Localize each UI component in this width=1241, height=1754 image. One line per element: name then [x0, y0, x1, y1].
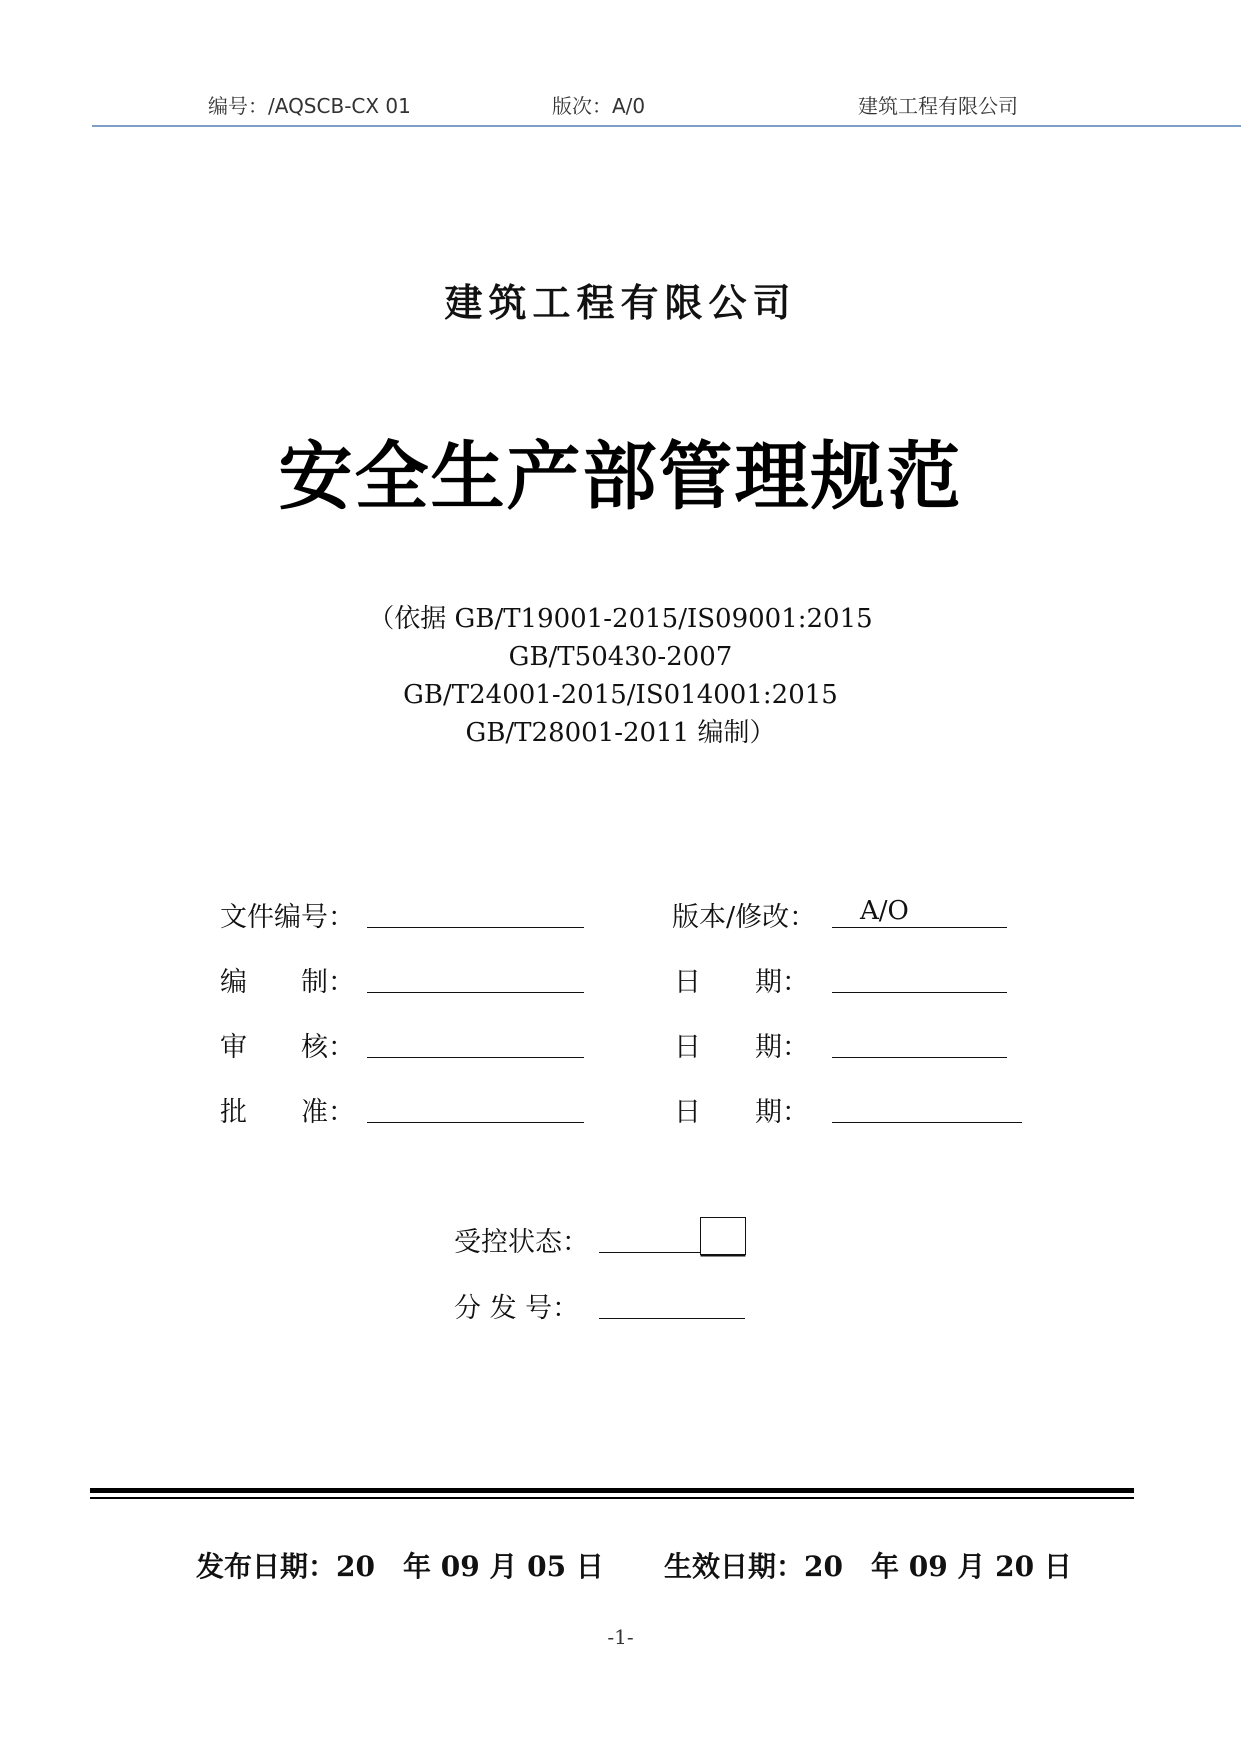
- review-label: 审 核：: [220, 1032, 355, 1063]
- file-number-label: 文件编号：: [220, 902, 355, 933]
- review-date-field[interactable]: [832, 1057, 1007, 1058]
- compile-date-label: 日 期：: [674, 967, 809, 998]
- version-label: 版本/修改：: [672, 902, 817, 933]
- company-name: 建筑工程有限公司: [444, 280, 797, 325]
- version-field[interactable]: [832, 927, 1007, 928]
- page-number: -1-: [607, 1625, 634, 1649]
- header-company: 建筑工程有限公司: [858, 94, 1018, 118]
- approve-date-field[interactable]: [832, 1122, 1022, 1123]
- review-date-label: 日 期：: [674, 1032, 809, 1063]
- file-number-field[interactable]: [367, 927, 584, 928]
- review-field[interactable]: [367, 1057, 584, 1058]
- basis-line: GB/T28001-2011 编制）: [465, 718, 776, 748]
- document-title: 安全生产部管理规范: [278, 434, 963, 520]
- bottom-divider-thin: [90, 1497, 1134, 1499]
- control-status-field[interactable]: [599, 1252, 701, 1253]
- approve-label: 批 准：: [220, 1097, 355, 1128]
- header-doc-number: 编号：/AQSCB-CX 01: [208, 94, 411, 118]
- basis-line: （依据 GB/T19001-2015/IS09001:2015: [368, 604, 873, 634]
- version-value: A/O: [860, 896, 909, 926]
- distribution-number-label: 分 发 号：: [454, 1293, 580, 1324]
- publish-date: 发布日期：20 年 09 月 05 日: [196, 1550, 604, 1583]
- compile-date-field[interactable]: [832, 992, 1007, 993]
- compile-label: 编 制：: [220, 967, 355, 998]
- bottom-divider-thick: [90, 1488, 1134, 1493]
- control-status-label: 受控状态：: [454, 1227, 589, 1258]
- header-divider: [92, 125, 1241, 127]
- header-version: 版次：A/0: [552, 94, 646, 118]
- approve-date-label: 日 期：: [674, 1097, 809, 1128]
- basis-line: GB/T24001-2015/IS014001:2015: [403, 680, 838, 710]
- compile-field[interactable]: [367, 992, 584, 993]
- effective-date: 生效日期：20 年 09 月 20 日: [664, 1550, 1072, 1583]
- distribution-number-field[interactable]: [599, 1318, 745, 1319]
- basis-line: GB/T50430-2007: [508, 642, 733, 672]
- control-status-checkbox[interactable]: [700, 1217, 746, 1255]
- basis-standards: [0, 600, 1241, 752]
- approve-field[interactable]: [367, 1122, 584, 1123]
